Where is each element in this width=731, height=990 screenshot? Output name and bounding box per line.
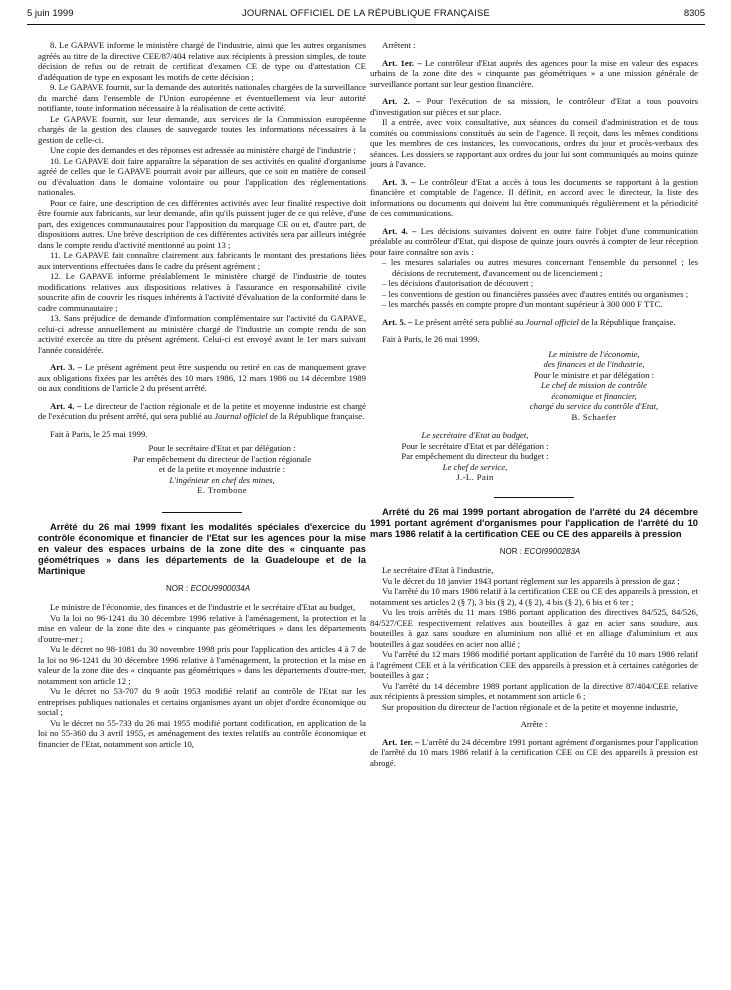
journal-officiel-ref: Journal officiel <box>214 411 268 421</box>
signature-line: Pour le ministre et par délégation : <box>533 369 655 380</box>
paragraph: Vu le décret du 18 janvier 1943 portant règlement sur les appareils à pression de gaz ; <box>382 575 680 586</box>
paragraph: Une copie des demandes et des réponses est adressée au ministère chargé de l'industrie ; <box>50 145 356 155</box>
paragraph: 12. Le GAPAVE informe préalablement le ministère chargé de l'industrie de toutes modifications relatives aux dispositions relatives à l'assurance en responsabilité civile souscrite afin de couvrir les risques inhérents à l'activité d'évaluation de la conformité dans le cadre communautaire ; <box>38 271 366 313</box>
paragraph: Vu l'arrêté du 10 mars 1986 relatif à la certification CEE ou CE des appareils à pression, et notamment ses articles 2 (§ 7), 3 bis (§ 2), 4 (§ 2), 4 bis (§ 2), 6 bis et 6 ter ; <box>370 586 698 607</box>
paragraph: Vu le décret no 98-1081 du 30 novembre 1998 pris pour l'application des articles 4 à 7 de la loi no 96-1241 du 30 décembre 1996 relative à l'aménagement, la protection et la mise en valeur de la zone dite des « cinquante pas géométriques » dans les départements d'outre-mer, notamment son article 12 ; <box>38 644 366 686</box>
paragraph: 8. Le GAPAVE informe le ministère chargé de l'industrie, ainsi que les autres organismes agréés au titre de la directive CEE/87/404 relative aux récipients à pression simples, de toute décision de refus ou de retrait de certificat d'examen CE de type ou d'attestation CE d'adéquation de type en exposant les motifs de cette décision ; <box>38 40 366 82</box>
paragraph: Vu la loi no 96-1241 du 30 décembre 1996 relative à l'aménagement, la protection et la mise en valeur de la zone dite des « cinquante pas géométriques » dans les départements d'outre-mer ; <box>38 612 366 644</box>
paragraph: Vu l'arrêté du 12 mars 1986 modifié portant application de l'arrêté du 10 mars 1986 relatif à l'agrément CEE et à la vérification CEE des appareils à pression et à certaines catégories de bouteilles à gaz ; <box>370 649 698 680</box>
decree-title: Arrêté du 26 mai 1999 portant abrogation de l'arrêté du 24 décembre 1991 portant agrément d'organismes pour l'application de l'arrêté du 10 mars 1986 relatif à la certification CEE ou CE des appareils à pression <box>370 505 698 539</box>
signature-line: Pour le secrétaire d'Etat et par délégation : <box>401 440 549 451</box>
paragraph: 11. Le GAPAVE fait connaître clairement aux fabricants le montant des prestations liées aux interventions effectuées dans le cadre du présent agrément ; <box>38 250 366 271</box>
paragraph: Le secrétaire d'Etat à l'industrie, <box>382 565 494 575</box>
paragraph: Le ministre de l'économie, des finances et de l'industrie et le secrétaire d'Etat au budget, <box>50 602 356 612</box>
paragraph: Vu les trois arrêtés du 11 mars 1986 portant application des directives 84/525, 84/526, 84/527/CEE respectivement relatives aux bouteilles à gaz en acier sans soudure, aux bouteilles à gaz sans soudure en aluminium non allié et en alliage d'aluminium et aux bouteilles à gaz soudées en acier non allié ; <box>370 607 698 649</box>
list-item: – les conventions de gestion ou financières passées avec d'autres entités ou organismes ; <box>382 288 689 299</box>
nor-code: ECOU9900034A <box>190 583 251 593</box>
signature-line: économique et financier, <box>551 390 637 401</box>
nor-reference <box>370 547 698 558</box>
article-3 <box>38 362 366 394</box>
page-number: 8305 <box>683 8 705 19</box>
signature-block <box>370 430 580 483</box>
signatory-name: B. Schaefer <box>571 411 617 422</box>
done-at: Fait à Paris, le 25 mai 1999. <box>50 428 148 439</box>
article-text: Les décisions suivantes doivent en outre faire l'objet d'une communication préalable au contrôleur d'Etat, qui dispose de quinze jours ouvrés à compter de leur réception pour faire connaître son avis : <box>370 225 698 257</box>
paragraph: Il a entrée, avec voix consultative, aux séances du conseil d'administration et de tous comités ou commissions constitués au sein de l'agence. Il reçoit, dans les mêmes conditions que les membres de ces instances, les convocations, ordres du jour et procès-verbaux des séances. Les dossiers se rapportant aux ordres du jour lui sont communiqués au moins quinze jours à l'avance. <box>370 117 698 169</box>
signature-line: Pour le secrétaire d'Etat et par délégation : <box>148 443 296 453</box>
decree-title: Arrêté du 26 mai 1999 fixant les modalités spéciales d'exercice du contrôle économique et financier de l'Etat sur les agences pour la mise en valeur des espaces urbains de la zone dite des « cinquante pas géométriques » dans les départements de la Guadeloupe et de la Martinique <box>38 520 366 576</box>
nor-reference <box>38 584 366 595</box>
article-4 <box>38 401 366 422</box>
signatory-name: E. Trombone <box>197 485 247 495</box>
article-1 <box>370 737 698 769</box>
article-label: Art. 4. – <box>382 225 417 236</box>
article-text: Le présent agrément peut être suspendu ou retiré en cas de manquement grave aux obligations fixées par les arrêtés des 10 mars 1986, 12 mars 1986 ou 14 décembre 1989 ou aux conditions de l'article 2 du présent arrêté. <box>38 362 367 393</box>
article-text: de la République française. <box>581 316 676 327</box>
signature-line: des finances et de l'industrie, <box>543 359 645 369</box>
header-rule <box>27 24 705 25</box>
signature-line: L'ingénieur en chef des mines, <box>169 474 275 485</box>
signature-line: Le ministre de l'économie, <box>548 348 640 359</box>
journal-title: JOURNAL OFFICIEL DE LA RÉPUBLIQUE FRANÇAISE <box>241 8 491 19</box>
article-5 <box>370 317 698 328</box>
article-text: Le contrôleur d'Etat auprès des agences pour la mise en valeur des espaces urbains de la zone dite des « cinquante pas géométriques » a une mission générale de surveillance portant sur leur gestion financière. <box>370 57 699 89</box>
page-header <box>27 6 705 24</box>
nor-code: ECOI9900283A <box>524 546 581 556</box>
signature-line: chargé du service du contrôle d'Etat, <box>529 401 659 411</box>
issue-date: 5 juin 1999 <box>27 8 74 19</box>
paragraph: Vu le décret no 55-733 du 26 mai 1955 modifié portant codification, en application de la loi no 55-360 du 3 avril 1955, et aménagement des textes relatifs au contrôle économique et financier de l'Etat, notamment son article 10, <box>38 717 366 749</box>
signature-block <box>490 349 698 423</box>
signature-line: Le chef de mission de contrôle <box>541 380 647 390</box>
nor-label: NOR : <box>165 583 189 593</box>
signature-line: et de la petite et moyenne industrie : <box>158 464 286 474</box>
list-item: – les mesures salariales ou autres mesures concernant l'ensemble du personnel ; les décisions de recrutement, d'avancement ou de licenciement ; <box>382 257 698 278</box>
paragraph: Le GAPAVE fournit, sur leur demande, aux services de la Commission européenne chargés de la gestion des clauses de sauvegarde toutes les informations nécessaires à la gestion de celle-ci. <box>38 113 366 145</box>
article-label: Art. 3. – <box>50 362 82 372</box>
paragraph: Sur proposition du directeur de l'action régionale et de la petite et moyenne industrie, <box>382 701 678 712</box>
article-text: de la République française. <box>269 411 365 421</box>
paragraph: Vu l'arrêté du 14 décembre 1989 portant application de la directive 87/404/CEE relative aux récipients à pression simples, et notamment son article 6 ; <box>370 680 698 701</box>
signature-block <box>78 443 366 496</box>
article-label: Art. 5. – <box>382 316 413 327</box>
left-column <box>38 40 366 749</box>
signature-line: Le secrétaire d'Etat au budget, <box>421 430 529 440</box>
right-column <box>370 40 698 768</box>
signature-line: Par empêchement du directeur du budget : <box>401 451 549 461</box>
arretent-heading: Arrêtent : <box>382 40 416 50</box>
paragraph: 10. Le GAPAVE doit faire apparaître la séparation de ses activités en qualité d'organisme agréé de celles que le GAPAVE pourrait avoir par ailleurs, que ce soit en matière de conseil ou d'évaluation dans le domaine volontaire ou pour l'application des réglementations nationales. <box>38 155 366 197</box>
arrete-heading: Arrête : <box>520 719 548 729</box>
signatory-name: J.-L. Pain <box>456 472 494 482</box>
section-divider <box>494 497 574 498</box>
list-item: – les décisions d'autorisation de découvert ; <box>382 278 534 288</box>
paragraph: Vu le décret no 53-707 du 9 août 1953 modifié relatif au contrôle de l'Etat sur les entreprises publiques nationales et certains organismes ayant un objet d'ordre économique ou social ; <box>38 686 366 717</box>
nor-label: NOR : <box>499 546 522 556</box>
article-3 <box>370 177 698 219</box>
list-item: – les marchés passés en compte propre d'un montant supérieur à 300 000 F TTC. <box>382 299 663 309</box>
article-label: Art. 2. – <box>382 96 421 106</box>
article-text: Le directeur de l'action régionale et de la petite et moyenne industrie est chargé de l'exécution du présent arrêté, qui sera publié au <box>38 400 366 421</box>
article-label: Art. 3. – <box>382 176 416 187</box>
paragraph: Pour ce faire, une description de ces différentes activités avec leur finalité respective doit être fournie aux fabricants, sur leur demande, afin qu'ils puissent juger de ce qui relève, d'une part, des exigences communautaires pour l'apposition du marquage CE ou et, d'autre part, de dispositions autres. Une brève description de ces différentes activités sera par ailleurs intégrée dans le compte rendu d'activité mentionné au point 13 ; <box>38 197 366 250</box>
article-label: Art. 1er. – <box>382 736 420 747</box>
article-text: Pour l'exécution de sa mission, le contrôleur d'Etat a tous pouvoirs d'investigation sur pièces et sur place. <box>370 96 699 117</box>
journal-officiel-ref: Journal officiel <box>525 316 579 327</box>
article-label: Art. 4. – <box>50 400 82 411</box>
article-text: Le présent arrêté sera publié au <box>414 316 524 327</box>
paragraph: 9. Le GAPAVE fournit, sur la demande des autorités nationales chargées de la surveillance du marché dans l'ensemble de l'Union européenne et éventuellement via leur autorité notifiante, toute information nécessaire à la réalisation de cette activité. <box>38 82 366 113</box>
article-text: L'arrêté du 24 décembre 1991 portant agrément d'organismes pour l'application de l'arrêté du 10 mars 1986 relatif à la certification CEE ou CE des appareils à pression est abrogé. <box>370 736 699 768</box>
section-divider <box>162 512 242 513</box>
article-label: Art. 1er. – <box>382 57 422 68</box>
article-2 <box>370 96 698 117</box>
article-4 <box>370 226 698 258</box>
signature-line: Le chef de service, <box>442 461 508 472</box>
done-at: Fait à Paris, le 26 mai 1999. <box>382 334 480 344</box>
paragraph: 13. Sans préjudice de demande d'information complémentaire sur l'activité du GAPAVE, celui-ci adresse annuellement au ministère chargé de l'industrie un compte rendu de son activité exercée au titre du présent agrément. Celui-ci est envoyé avant le 1er mars suivant l'année considérée. <box>38 313 366 355</box>
article-1 <box>370 58 698 90</box>
signature-line: Par empêchement du directeur de l'action régionale <box>132 453 312 464</box>
article-text: Le contrôleur d'Etat a accès à tous les documents se rapportant à la gestion financière et comptable de l'agence. Il définit, en accord avec le directeur, la liste des informations ou documents qui doivent lui être communiqués régulièrement et la périodicité de ces communications. <box>370 176 698 218</box>
